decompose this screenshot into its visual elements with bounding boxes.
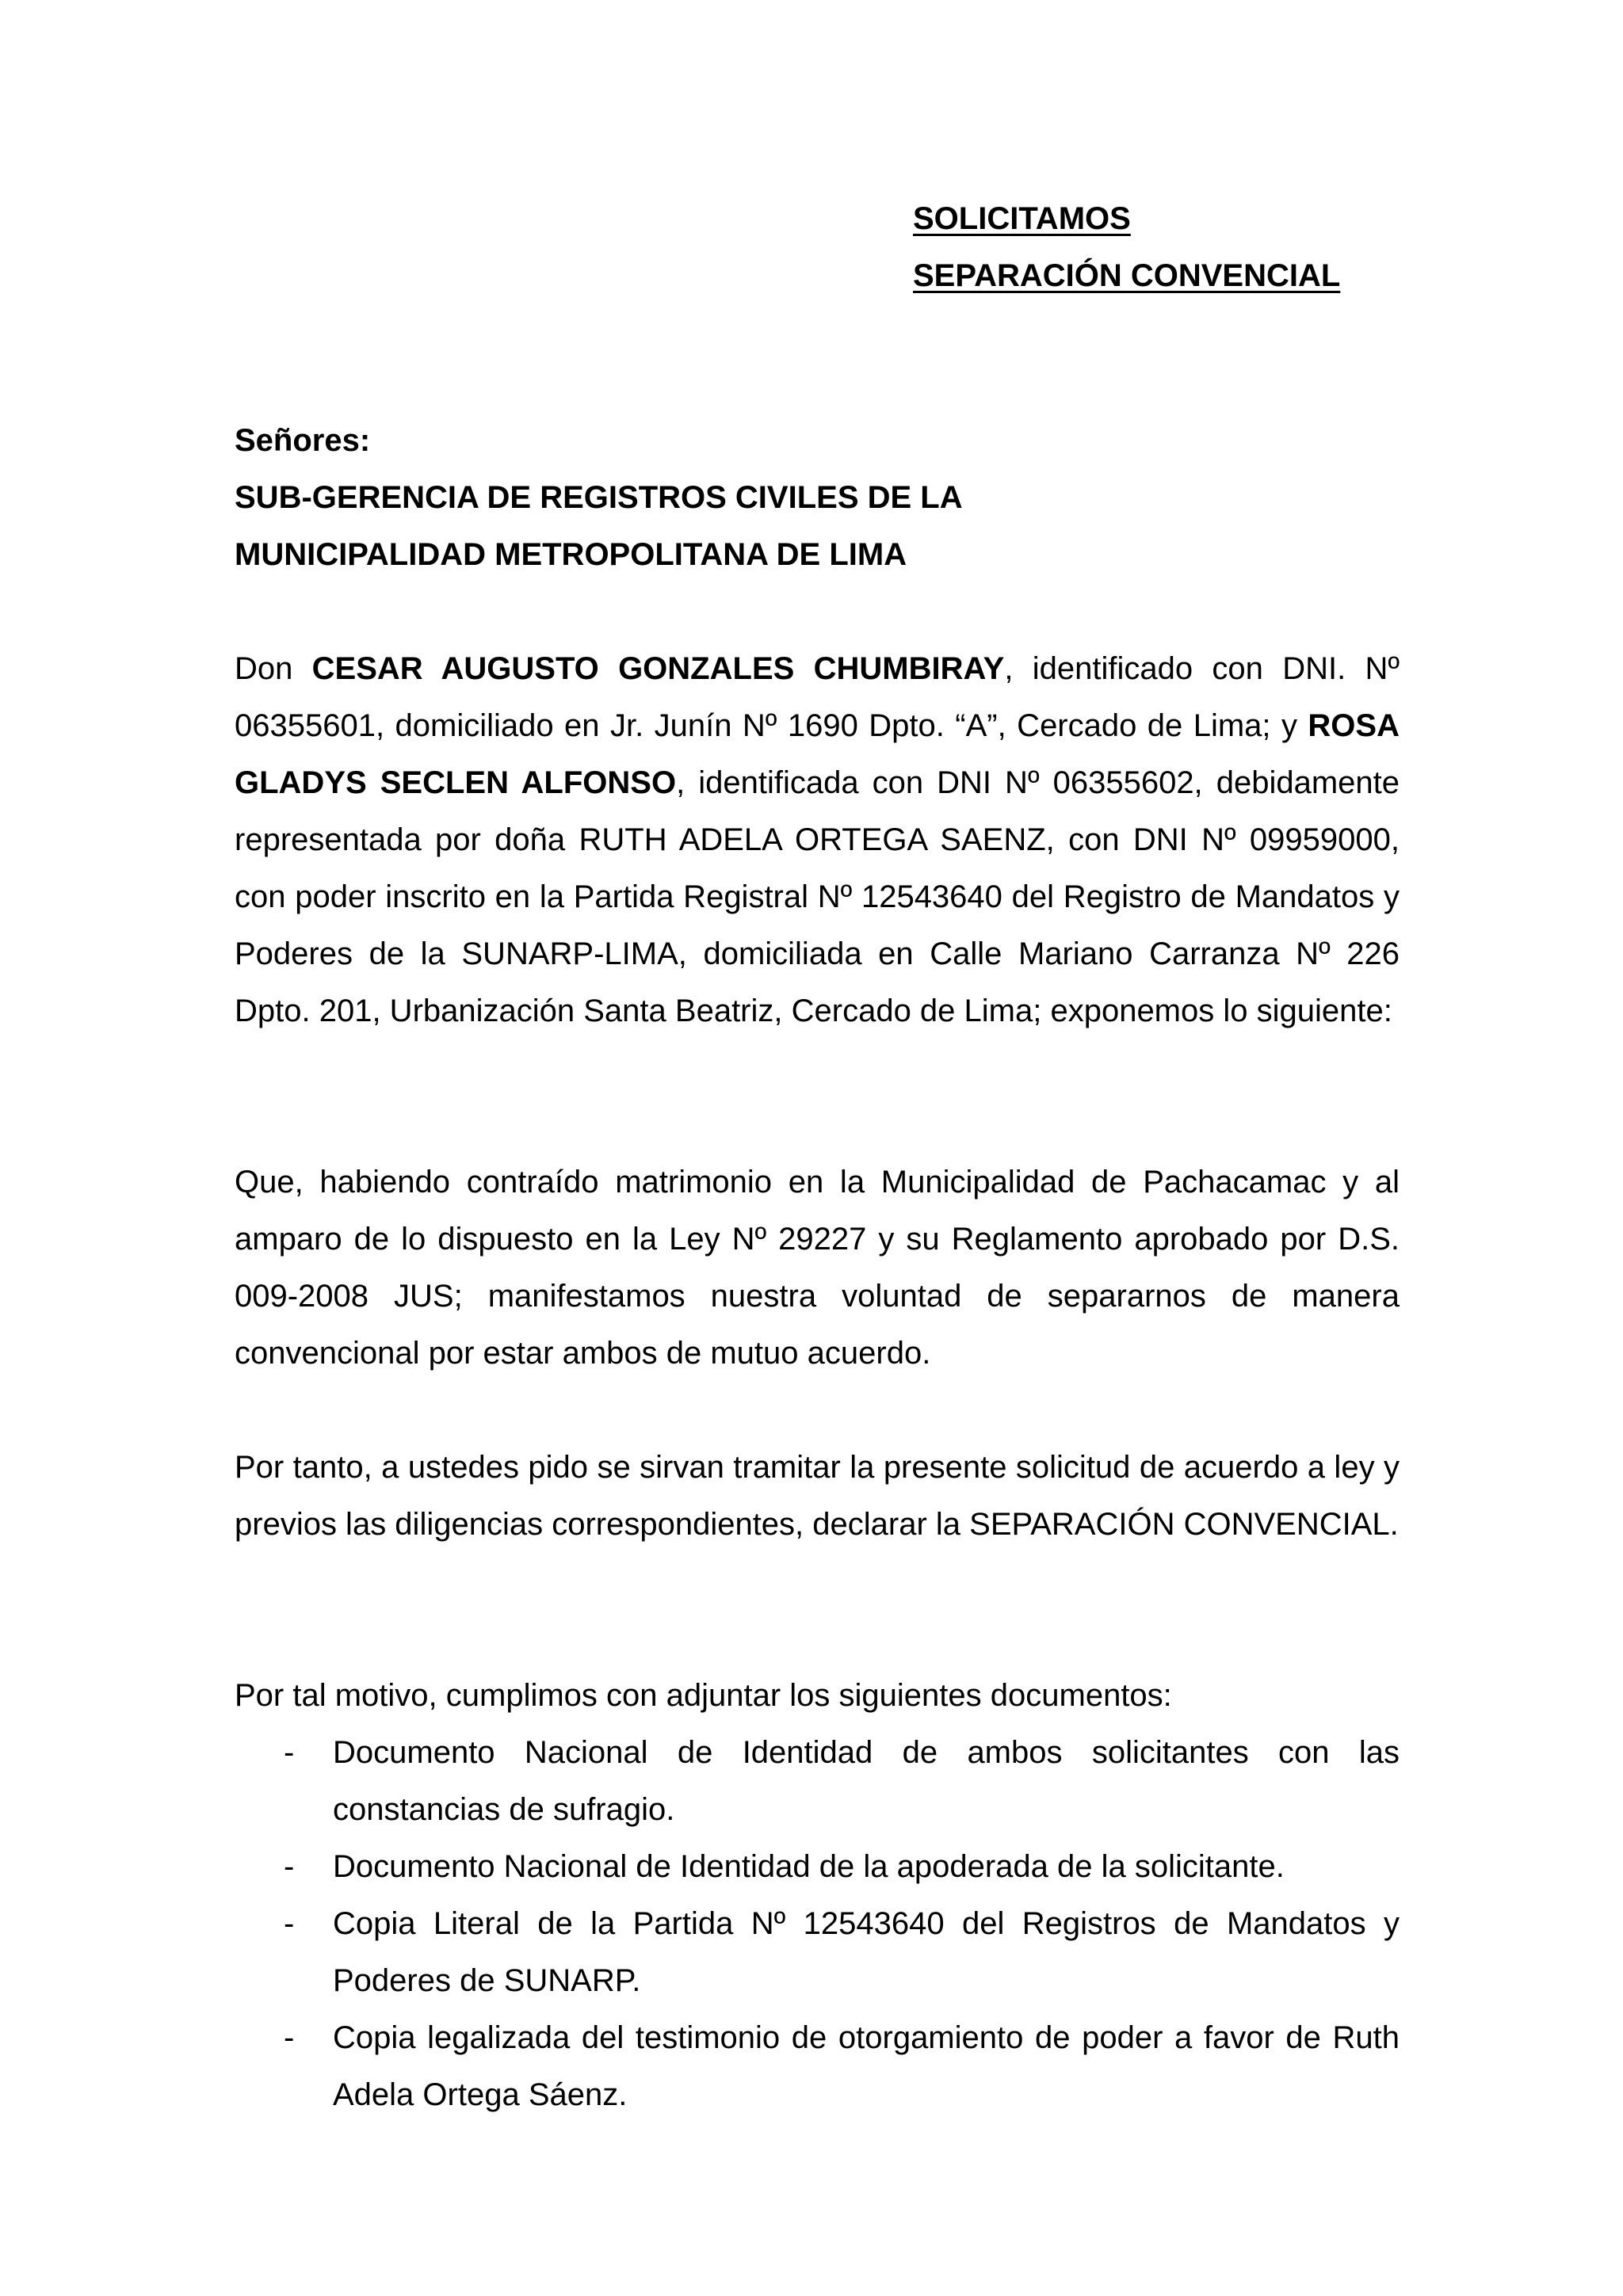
paragraph-declaration: Que, habiendo contraído matrimonio en la Municipalidad de Pachacamac y al amparo de lo dispuesto en la Ley Nº 29227 y su Reglamento aprobado por D.S. 009-2008 JUS; manifestamos nuestra voluntad de separarnos de manera convencional por estar ambos de mutuo acuerdo. [235,1165,1400,1371]
subject-line-1: SOLICITAMOS [913,201,1131,236]
list-item-text: Documento Nacional de Identidad de la apoderada de la solicitante. [333,1849,1285,1884]
bullet-dash: - [284,1906,295,1941]
bullet-dash: - [284,1735,295,1770]
list-item [235,2009,1400,2123]
applicant-name-2: ROSA GLADYS SECLEN ALFONSO [235,708,1400,800]
list-item [235,1838,1400,1895]
subject-line-2: SEPARACIÓN CONVENCIAL [913,258,1341,293]
addressee-line-1: SUB-GERENCIA DE REGISTROS CIVILES DE LA [235,480,963,515]
paragraph-applicants [235,640,1400,1039]
list-item [235,1895,1400,2009]
list-item-text: Copia legalizada del testimonio de otorgamiento de poder a favor de Ruth Adela Ortega Sáenz. [333,2020,1400,2112]
salutation: Señores: [235,423,371,458]
p1-text-2: , identificado con DNI. Nº 06355601, domiciliado en Jr. Junín Nº 1690 Dpto. “A”, Cercado de Lima; y [235,651,1400,743]
addressee-line-2: MUNICIPALIDAD METROPOLITANA DE LIMA [235,537,907,572]
applicant-name-1: CESAR AUGUSTO GONZALES CHUMBIRAY [311,651,1005,686]
paragraph-attachments-intro: Por tal motivo, cumplimos con adjuntar los siguientes documentos: [235,1678,1172,1713]
addressee-block [235,412,1400,583]
document-subject [913,190,1340,304]
list-item [235,1724,1400,1838]
p1-text-1: Don [235,651,312,686]
bullet-dash: - [284,2020,295,2055]
list-item-text: Copia Literal de la Partida Nº 12543640 del Registros de Mandatos y Poderes de SUNARP. [333,1906,1400,1998]
p1-text-3: , identificada con DNI Nº 06355602, debidamente representada por doña RUTH ADELA ORTEGA SAENZ, con DNI Nº 09959000, con poder inscrito en la Partida Registral Nº 12543640 del Registro de Mandatos y Poderes de la SUNARP-LIMA, domiciliada en Calle Mariano Carranza Nº 226 Dpto. 201, Urbanización Santa Beatriz, Cercado de Lima; exponemos lo siguiente: [235,765,1400,1028]
bullet-dash: - [284,1849,295,1884]
paragraph-request: Por tanto, a ustedes pido se sirvan tramitar la presente solicitud de acuerdo a ley y previos las diligencias correspondientes, declarar la SEPARACIÓN CONVENCIAL. [235,1450,1400,1542]
attachments-list [235,1724,1400,2123]
list-item-text: Documento Nacional de Identidad de ambos solicitantes con las constancias de sufragio. [333,1735,1400,1827]
